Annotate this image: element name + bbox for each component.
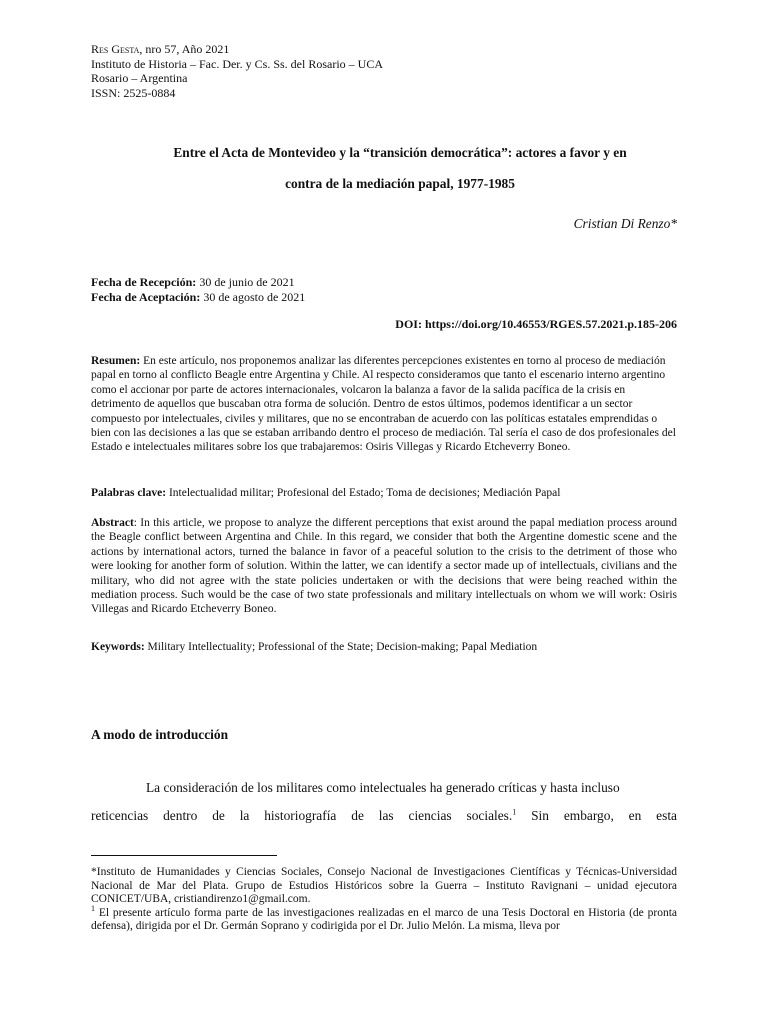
footnote-author: *Instituto de Humanidades y Ciencias Sociales, Consejo Nacional de Investigaciones Científicas y Técnicas-Universidad Nacional de Mar del Plata. Grupo de Estudios Históricos sobre la Guerra – Instituto Ravignani – unidad ejecutora CONICET/UBA, cristiandirenzo1@gmail.com.	[91, 866, 677, 906]
body-line-2-end: Sin embargo, en esta	[516, 807, 677, 823]
doi-link[interactable]: DOI: https://doi.org/10.46553/RGES.57.2021.p.185-206	[395, 317, 677, 331]
abstract-paragraph	[91, 516, 677, 617]
received-date	[91, 275, 305, 290]
journal-location: Rosario – Argentina	[91, 71, 188, 85]
resumen-text: En este artículo, nos proponemos analizar las diferentes percepciones existentes en torno al proceso de mediación papal en torno al conflicto Beagle entre Argentina y Chile. Al respecto consideramos que tanto el escenario interno argentino como el accionar por parte de actores internacionales, volcaron la balanza a favor de la salida pacífica de la crisis en detrimento de aquellos que buscaban otra forma de solución. Dentro de estos últimos, podemos identificar a un sector compuesto por intelectuales, civiles y militares, que no se encontraban de acuerdo con las políticas estatales emprendidas o bien con las decisiones a las que se estaban arribando dentro el proceso de mediación. Tal sería el caso de dos profesionales del Estado e intelectuales militares sobre los que trabajaremos: Osiris Villegas y Ricardo Etcheverry Boneo.	[91, 355, 676, 454]
footnote-separator	[91, 855, 277, 856]
body-paragraph	[91, 774, 677, 829]
article-title	[91, 137, 709, 199]
footnote-1	[91, 903, 677, 934]
footnote-ref-1[interactable]: 1	[512, 807, 517, 817]
body-line-1: La consideración de los militares como intelectuales ha generado críticas y hasta incluso	[146, 780, 620, 795]
accepted-label: Fecha de Aceptación:	[91, 289, 201, 304]
section-heading: A modo de introducción	[91, 727, 229, 742]
article-title-line2: contra de la mediación papal, 1977-1985	[285, 176, 515, 191]
received-label: Fecha de Recepción:	[91, 275, 197, 289]
journal-header	[91, 42, 383, 100]
abstract-label: Abstract	[91, 517, 134, 529]
journal-institute: Instituto de Historia – Fac. Der. y Cs. Ss. del Rosario – UCA	[91, 56, 383, 71]
body-line-2	[91, 802, 677, 830]
journal-issue-line	[91, 42, 383, 57]
footnote-1-mark: 1	[91, 903, 95, 913]
accepted-value: 30 de agosto de 2021	[200, 289, 306, 304]
abstract-text: : In this article, we propose to analyze the different perceptions that exist around the papal mediation process around the Beagle conflict between Argentina and Chile. In this regard, we consider that both the Argentine domestic scene and the actions by international actors, turned the balance in favor of a peaceful solution to the crisis to the detriment of those who were looking for another form of solution. Within the latter, we can identify a sector made up of intellectuals, civilians and the military, who did not agree with the state policies undertaken or with the decisions that were being reached within the mediation process. Such would be the case of two state professionals and military intellectuals on whom we will work: Osiris Villegas and Ricardo Etcheverry Boneo.	[91, 517, 677, 616]
accepted-date	[91, 290, 305, 305]
journal-issue: , nro 57, Año 2021	[139, 42, 230, 56]
received-value: 30 de junio de 2021	[196, 275, 295, 289]
body-line-2-text: reticencias dentro de la historiografía de las ciencias sociales.	[91, 807, 513, 823]
resumen-label: Resumen:	[91, 355, 141, 367]
footnote-1-text: El presente artículo forma parte de las investigaciones realizadas en el marco de una Tesis Doctoral en Historia (de pronta defensa), dirigida por el Dr. Germán Soprano y codirigida por el Dr. Julio Melón. La misma, lleva por	[91, 906, 677, 933]
keywords-paragraph	[91, 640, 677, 654]
journal-issn: ISSN: 2525-0884	[91, 85, 176, 100]
footnotes	[91, 866, 677, 934]
palabras-clave-text: Intelectualidad militar; Profesional del Estado; Toma de decisiones; Mediación Papal	[166, 487, 561, 499]
article-dates	[91, 275, 305, 304]
palabras-clave-label: Palabras clave:	[91, 487, 167, 499]
article-title-line1: Entre el Acta de Montevideo y la “transición democrática”: actores a favor y en	[173, 145, 627, 160]
palabras-clave-paragraph	[91, 486, 677, 500]
journal-name: Res Gesta	[91, 42, 140, 56]
keywords-label: Keywords:	[91, 641, 145, 653]
article-author: Cristian Di Renzo*	[573, 216, 677, 231]
resumen-paragraph	[91, 354, 677, 455]
keywords-text: Military Intellectuality; Professional of the State; Decision-making; Papal Mediation	[144, 641, 538, 653]
